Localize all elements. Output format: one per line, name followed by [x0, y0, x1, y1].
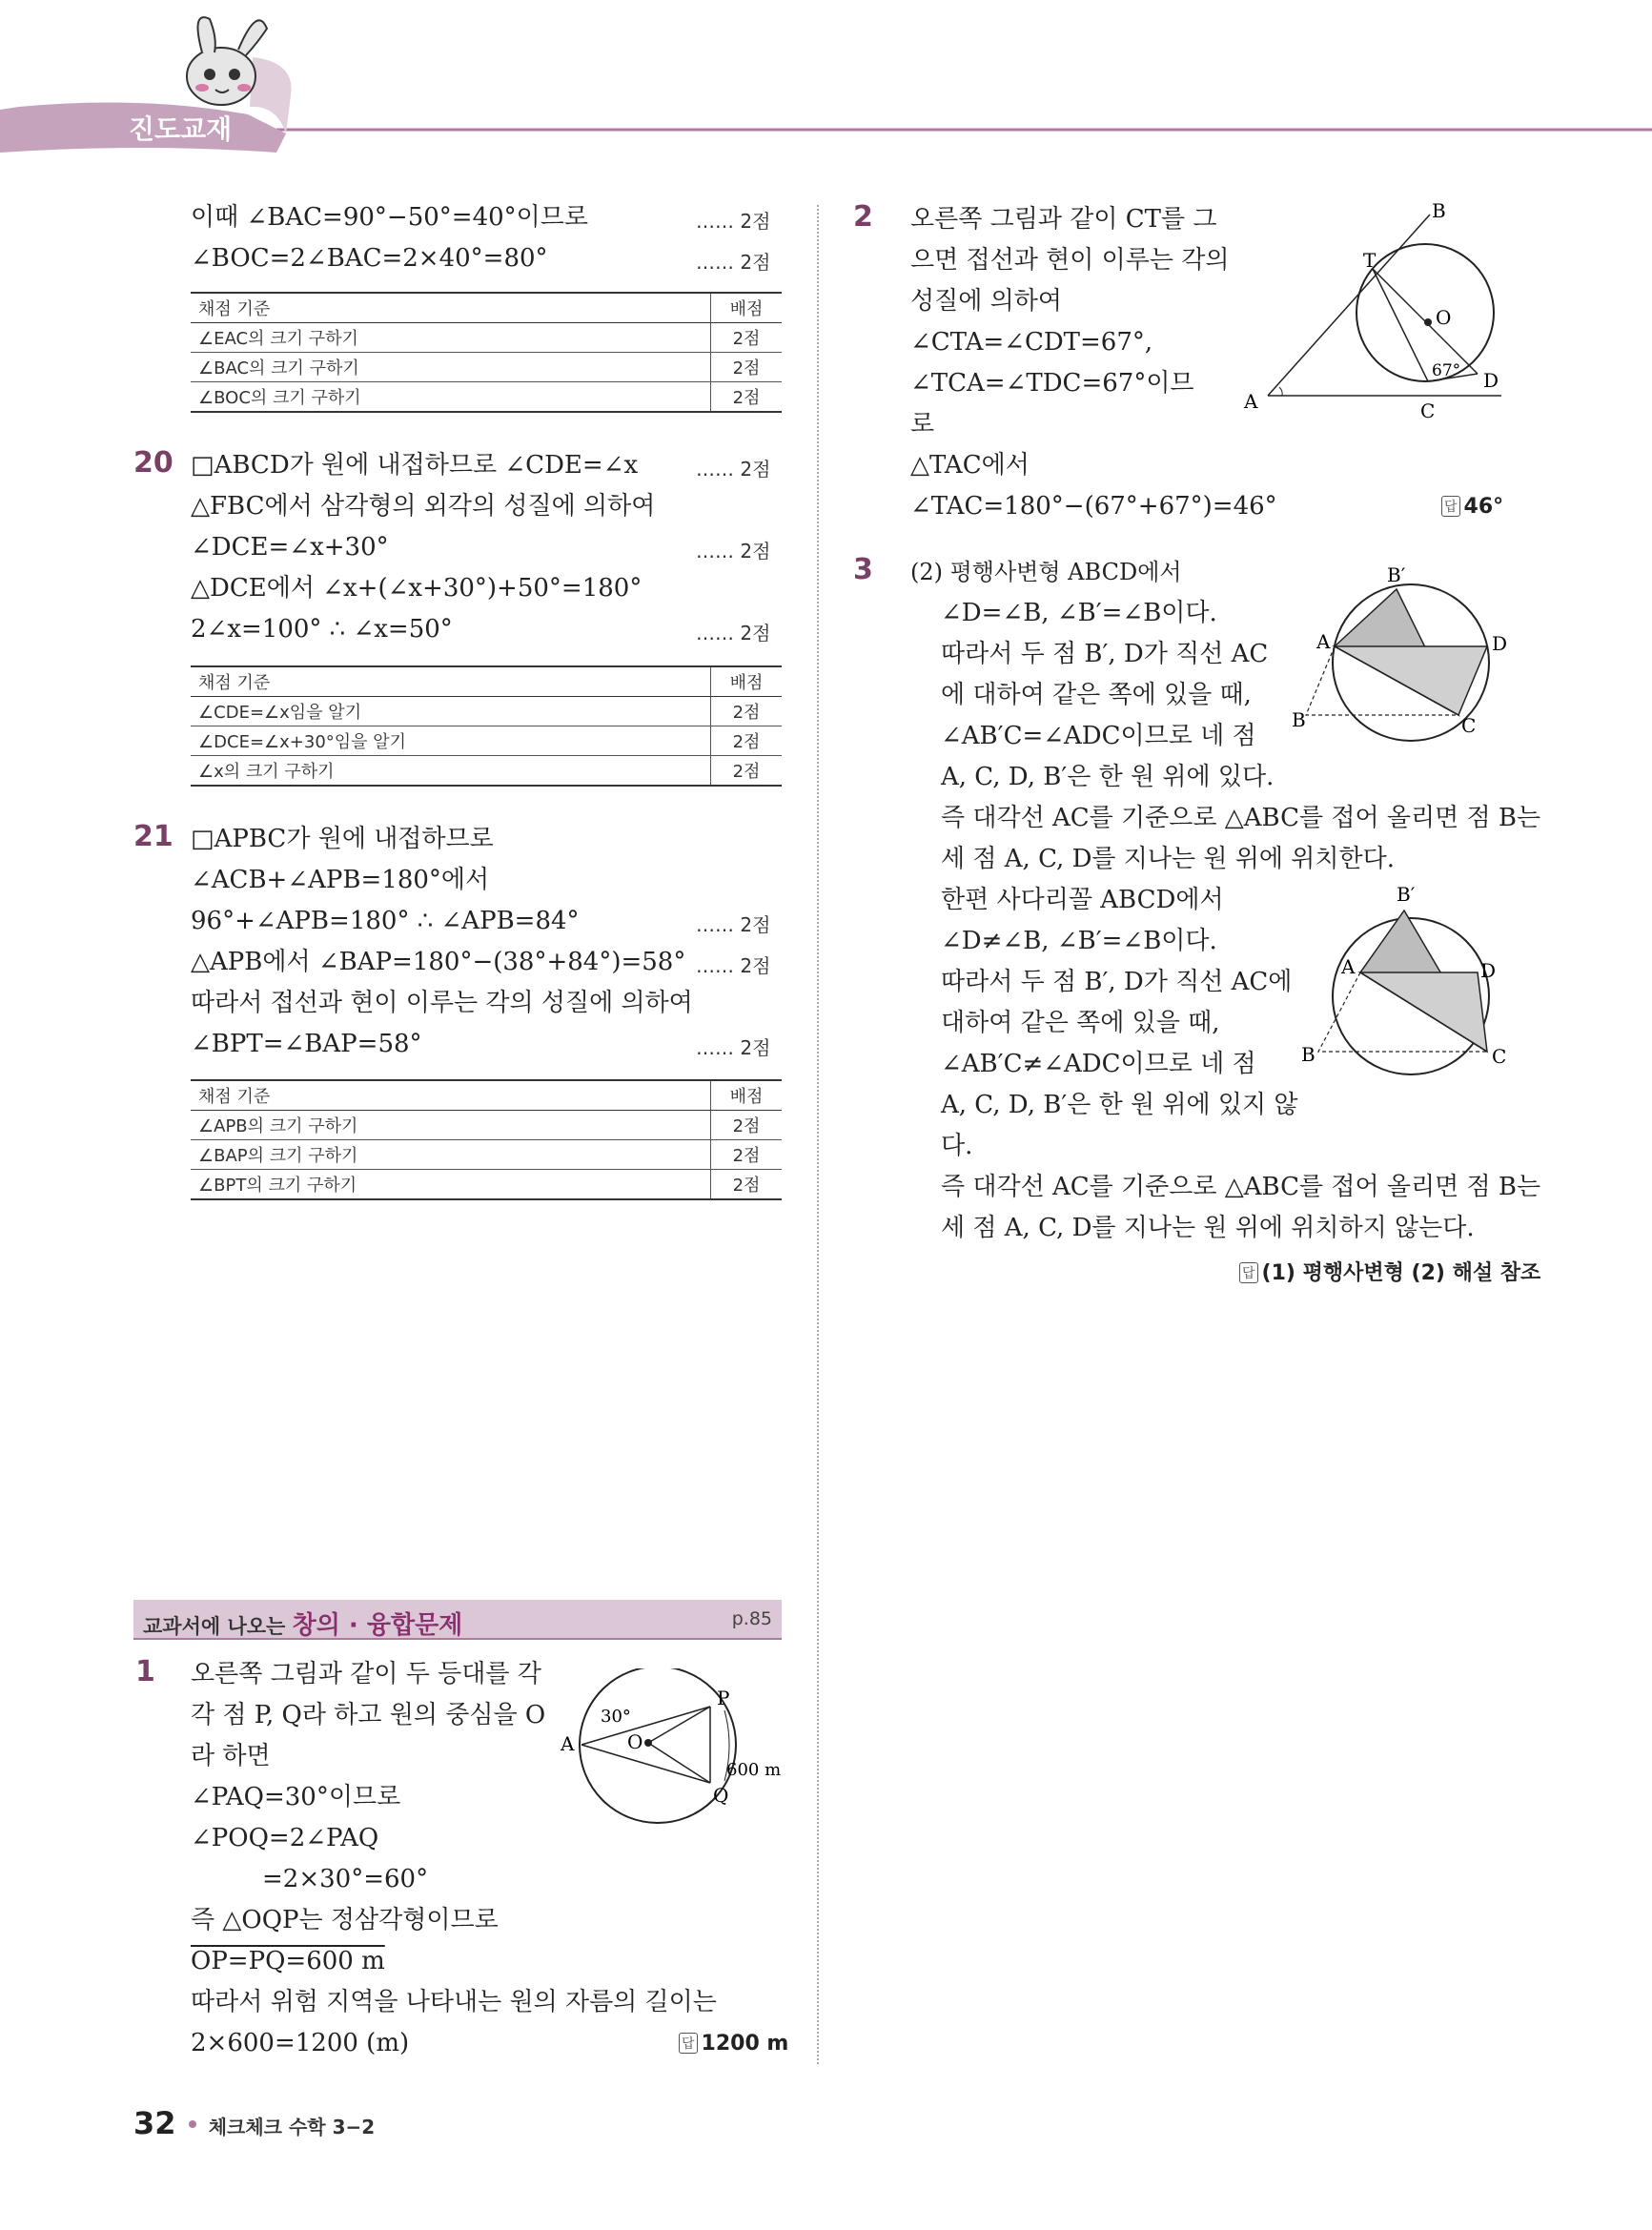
answer-badge: 답 [679, 2033, 698, 2054]
p1-label-A: A [561, 1732, 575, 1755]
table-head: 배점 [711, 293, 783, 323]
p2-answer [1441, 495, 1503, 519]
p1-figure [543, 1668, 791, 1840]
p3f1-label-A: A [1316, 630, 1331, 653]
p20-line-3: ∠DCE=∠x+30° [191, 533, 389, 562]
p21-score-6: …… 2점 [696, 1036, 771, 1059]
p2-line-4: ∠CTA=∠CDT=67°, [910, 328, 1153, 357]
p3-line-2: ∠D=∠B, ∠B′=∠B이다. [941, 599, 1217, 627]
footer-dot-icon [189, 2120, 196, 2128]
table-head: 배점 [711, 1080, 783, 1111]
p1-line-8: OP=PQ=600 m [191, 1947, 385, 1975]
p2-line-5: ∠TCA=∠TDC=67°이므 [910, 369, 1194, 398]
p1-line-4: ∠PAQ=30°이므로 [191, 1783, 401, 1811]
table-head: 채점 기준 [191, 293, 711, 323]
p2-label-angle: 67° [1432, 361, 1461, 380]
p21-line-2: ∠ACB+∠APB=180°에서 [191, 866, 490, 894]
p3-line-1: (2) 평행사변형 ABCD에서 [910, 559, 1182, 585]
p2-line-1: 오른쪽 그림과 같이 CT를 그 [910, 205, 1217, 234]
p3-line-9: 한편 사다리꼴 ABCD에서 [941, 886, 1224, 914]
p1-line-5: ∠POQ=2∠PAQ [191, 1824, 379, 1852]
intro-score-2: …… 2점 [696, 251, 771, 274]
p21-line-5: 따라서 접선과 현이 이루는 각의 성질에 의하여 [191, 989, 693, 1017]
p20-score-3: …… 2점 [696, 540, 771, 563]
p3f2-label-B: B [1301, 1043, 1315, 1066]
p2-line-7: △TAC에서 [910, 451, 1030, 480]
problem-number-20: 20 [133, 446, 173, 480]
column-divider [817, 205, 819, 2064]
p1-line-2: 각 점 P, Q라 하고 원의 중심을 O [191, 1701, 546, 1729]
p20-line-5: 2∠x=100° ∴ ∠x=50° [191, 615, 453, 644]
table-row: ∠BAP의 크기 구하기 2점 [191, 1140, 782, 1170]
section-title-accent: 창의 · 융합문제 [292, 1611, 463, 1640]
table-row: ∠DCE=∠x+30°임을 알기 2점 [191, 726, 782, 756]
p3f1-label-D: D [1492, 632, 1508, 655]
p3-line-6: A, C, D, B′은 한 원 위에 있다. [941, 763, 1275, 791]
p3-line-12: 대하여 같은 쪽에 있을 때, [941, 1009, 1220, 1037]
p1-line-3: 라 하면 [191, 1742, 271, 1770]
section-title [143, 1606, 462, 1641]
p1-answer-text: 1200 m [701, 2032, 789, 2056]
p1-label-Q: Q [713, 1784, 729, 1807]
p3-line-5: ∠AB′C=∠ADC이므로 네 점 [941, 722, 1256, 750]
p1-line-9: 따라서 위험 지역을 나타내는 원의 자름의 길이는 [191, 1988, 717, 2016]
p2-label-A: A [1244, 390, 1258, 413]
intro-line-1: 이때 ∠BAC=90°−50°=40°이므로 [191, 203, 589, 232]
scoring-table-20 [191, 665, 782, 787]
p2-answer-text: 46° [1463, 495, 1504, 519]
p1-label-angle: 30° [601, 1707, 631, 1727]
p3-line-15: 다. [941, 1132, 973, 1160]
table-row: ∠BAC의 크기 구하기 2점 [191, 353, 782, 382]
p1-line-7: 즉 △OQP는 정삼각형이므로 [191, 1906, 499, 1934]
p3f1-label-C: C [1461, 714, 1477, 737]
p3-line-8: 세 점 A, C, D를 지나는 원 위에 위치한다. [941, 845, 1396, 873]
p1-segment-OP [648, 1707, 710, 1743]
p1-label-P: P [717, 1687, 730, 1709]
book-title: 체크체크 수학 3−2 [208, 2116, 376, 2138]
p3-figure-trapezoid [1292, 882, 1520, 1101]
p1-line-6: =2×30°=60° [262, 1865, 429, 1893]
problem-number-1: 1 [135, 1655, 155, 1688]
scoring-table-19 [191, 292, 782, 413]
table-row: ∠BPT의 크기 구하기 2점 [191, 1170, 782, 1200]
p3f1-label-Bp: B′ [1387, 563, 1406, 586]
p2-label-B: B [1432, 200, 1446, 222]
p3-answer [1239, 1257, 1540, 1286]
p20-line-2: △FBC에서 삼각형의 외각의 성질에 의하여 [191, 492, 656, 521]
p3-figure-parallelogram [1292, 563, 1520, 753]
section-page-ref: p.85 [731, 1608, 772, 1629]
p21-line-4: △APB에서 ∠BAP=180°−(38°+84°)=58° [191, 948, 686, 976]
p1-label-O: O [627, 1730, 643, 1753]
p1-line-10: 2×600=1200 (m) [191, 2029, 410, 2057]
p2-label-D: D [1483, 369, 1499, 392]
p1-label-dist: 600 m [726, 1760, 782, 1780]
p3-answer-text: (1) 평행사변형 (2) 해설 참조 [1261, 1261, 1541, 1285]
p2-line-3: 성질에 의하여 [910, 287, 1062, 316]
intro-line-2: ∠BOC=2∠BAC=2×40°=80° [191, 244, 548, 273]
scoring-table-21 [191, 1079, 782, 1200]
page-footer [133, 2105, 375, 2141]
p3f1-label-B: B [1292, 708, 1306, 731]
table-row: ∠x의 크기 구하기 2점 [191, 756, 782, 787]
problem-number-3: 3 [853, 553, 873, 586]
table-row: ∠APB의 크기 구하기 2점 [191, 1111, 782, 1140]
header-banner-graphic [0, 0, 1652, 162]
p2-center-point [1424, 318, 1432, 326]
p1-line-1: 오른쪽 그림과 같이 두 등대를 각 [191, 1660, 541, 1688]
p20-line-4: △DCE에서 ∠x+(∠x+30°)+50°=180° [191, 574, 642, 603]
table-head: 채점 기준 [191, 666, 711, 697]
p1-answer [679, 2032, 788, 2056]
p1-center-point [644, 1739, 652, 1747]
table-head: 채점 기준 [191, 1080, 711, 1111]
p2-line-2: 으면 접선과 현이 이루는 각의 [910, 246, 1230, 275]
p3f2-label-A: A [1341, 955, 1356, 978]
p2-figure [1239, 200, 1516, 429]
p3-line-14: A, C, D, B′은 한 원 위에 있지 않 [941, 1091, 1298, 1119]
problem-number-21: 21 [133, 820, 173, 853]
p21-line-3: 96°+∠APB=180° ∴ ∠APB=84° [191, 907, 580, 935]
p21-score-4: …… 2점 [696, 954, 771, 977]
p20-score-1: …… 2점 [696, 458, 771, 481]
p20-line-1: □ABCD가 원에 내접하므로 ∠CDE=∠x [191, 451, 639, 480]
p2-label-O: O [1436, 306, 1452, 329]
problem-number-2: 2 [853, 200, 873, 234]
table-row: ∠BOC의 크기 구하기 2점 [191, 382, 782, 413]
p3-line-13: ∠AB′C≠∠ADC이므로 네 점 [941, 1050, 1256, 1078]
p2-label-C: C [1420, 399, 1436, 422]
p20-score-5: …… 2점 [696, 622, 771, 644]
p3-line-16: 즉 대각선 AC를 기준으로 △ABC를 접어 올리면 점 B는 [941, 1173, 1541, 1201]
p3f2-label-D: D [1480, 959, 1497, 982]
section-banner [133, 1600, 782, 1640]
section-title-prefix: 교과서에 나오는 [143, 1615, 293, 1638]
table-row: ∠CDE=∠x임을 알기 2점 [191, 697, 782, 726]
table-head: 배점 [711, 666, 783, 697]
p3f2-label-C: C [1492, 1045, 1507, 1068]
p2-label-T: T [1363, 249, 1377, 272]
p3-line-3: 따라서 두 점 B′, D가 직선 AC [941, 640, 1269, 668]
p2-circle [1356, 244, 1494, 381]
p2-line-8: ∠TAC=180°−(67°+67°)=46° [910, 492, 1277, 521]
p3-line-17: 세 점 A, C, D를 지나는 원 위에 위치하지 않는다. [941, 1214, 1475, 1242]
p1-segment-OQ [648, 1743, 710, 1783]
p3f1-triangle-ACD [1335, 646, 1487, 715]
p2-tangent-AB [1268, 215, 1430, 396]
table-row: ∠EAC의 크기 구하기 2점 [191, 323, 782, 353]
answer-badge: 답 [1441, 496, 1460, 517]
p3f2-label-Bp: B′ [1397, 883, 1416, 906]
p3-line-7: 즉 대각선 AC를 기준으로 △ABC를 접어 올리면 점 B는 [941, 804, 1541, 832]
p21-score-3: …… 2점 [696, 913, 771, 936]
page-number: 32 [133, 2105, 176, 2141]
p21-line-6: ∠BPT=∠BAP=58° [191, 1030, 422, 1058]
answer-badge: 답 [1239, 1262, 1258, 1283]
p21-line-1: □APBC가 원에 내접하므로 [191, 825, 494, 853]
p3-line-11: 따라서 두 점 B′, D가 직선 AC에 [941, 968, 1293, 996]
p1-segment-AQ [581, 1745, 710, 1783]
p2-line-6: 로 [910, 410, 935, 439]
p3-line-10: ∠D≠∠B, ∠B′=∠B이다. [941, 927, 1217, 955]
intro-score-1: …… 2점 [696, 210, 771, 233]
p2-angle-mark-A [1279, 387, 1282, 396]
p3-line-4: 에 대하여 같은 쪽에 있을 때, [941, 681, 1252, 709]
header-label: 진도교재 [129, 113, 233, 145]
